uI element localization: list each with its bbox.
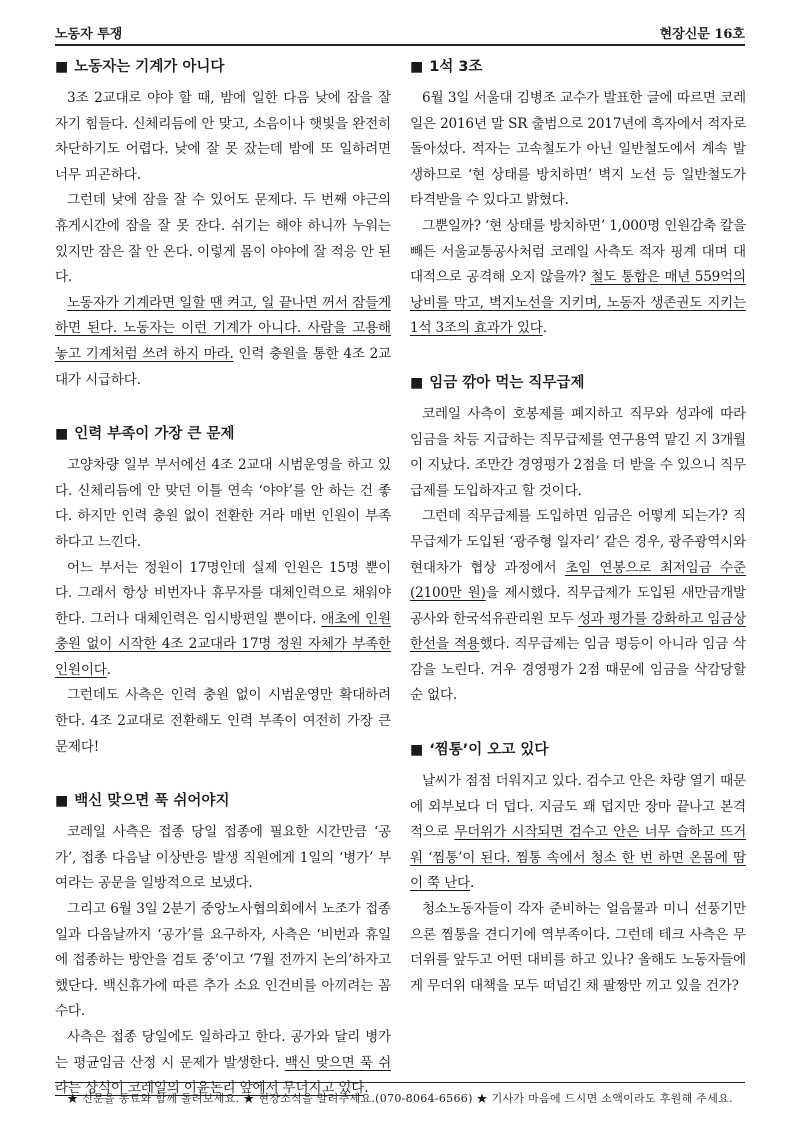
square-bullet-icon: ■ [410, 374, 424, 391]
text-run: 코레일 사측은 접종 당일 접종에 필요한 시간만큼 ‘공가’, 접종 다음날 이상반응 발생 직원에게 1일의 ‘병가’ 부여라는 공문을 일방적으로 보냈다. [55, 824, 391, 892]
text-run: 그런데 낮에 잠을 잘 수 있어도 문제다. 두 번째 야근의 휴게시간에 잠을 잘 못 잔다. 쉬기는 해야 하니까 누워는 있지만 잠은 잘 안 온다. 이렇게 몸이 야야에 잘 적응 안 된다. [55, 192, 391, 286]
article-paragraph [55, 683, 391, 760]
article-paragraph [55, 188, 391, 290]
article-title: 임금 깎아 먹는 직무급제 [429, 374, 585, 391]
text-run: 고양차량 일부 부서에선 4조 2교대 시범운영을 하고 있다. 신체리듬에 안 맞던 이틀 연속 ‘야야’를 안 하는 건 좋다. 하지만 인력 충원 없이 전환한 거라 매번 인원이 부족하다고 느낀다. [55, 457, 391, 550]
article-heading [410, 372, 746, 394]
article-heading [55, 56, 391, 78]
text-run: . [469, 875, 475, 892]
text-run: 그런데도 사측은 인력 충원 없이 시범운영만 확대하려 한다. 4조 2교대로 전환해도 인력 부족이 여전히 가장 큰 문제다! [55, 687, 391, 755]
emphasized-text: 초임 연봉으로 최저임금 수준(2100만 원) [410, 559, 746, 602]
emphasized-text: 백신 맞으면 푹 쉬라는 상식이 코레일의 이윤논리 앞에서 무너지고 있다 [55, 1054, 391, 1097]
article-title: 인력 부족이 가장 큰 문제 [74, 426, 235, 443]
square-bullet-icon: ■ [410, 742, 424, 759]
footer-divider [55, 1082, 745, 1083]
emphasized-text: 애초에 인원 충원 없이 시작한 4조 2교대라 17명 정원 자체가 부족한 인원이다 [55, 610, 391, 678]
text-run: 6월 3일 서울대 김병조 교수가 발표한 글에 따르면 코레일은 2016년 말 SR 출범으로 2017년에 흑자에서 적자로 돌아섰다. 적자는 고속철도가 아닌 일반철도에서 계속 발생하므로 ‘현 상태를 방치하면’ 벽지 노선 등 일반철도가 타격받을 수 있다고 밝혔다. [410, 90, 746, 209]
text-run: 그리고 6월 3일 2분기 중앙노사협의회에서 노조가 접종일과 다음날까지 ‘공가’를 요구하자, 사측은 ‘비번과 휴일에 접종하는 방안을 검토 중’이고 ‘7월 전까지 논의’하자고 했단다. 백신휴가에 따른 추가 소요 인건비를 아끼려는 꼼수다. [55, 901, 391, 1020]
article-title: 1석 3조 [429, 59, 483, 75]
article-section [410, 56, 746, 342]
text-run: 사측은 접종 당일에도 일하라고 한다. 공가와 달리 병가는 평균임금 산정 시 문제가 발생한다. [55, 1029, 391, 1071]
emphasized-text: 무더위가 시작되면 검수고 안은 너무 습하고 뜨거워 ‘찜통’이 된다. 찜통 속에서 청소 한 번 하면 온몸에 땀이 쭉 난다 [410, 824, 746, 892]
article-paragraph [410, 402, 746, 504]
article-title: ‘찜통’이 오고 있다 [429, 742, 549, 759]
square-bullet-icon: ■ [410, 59, 424, 75]
text-run: 3조 2교대로 야야 할 때, 밤에 일한 다음 낮에 잠을 잘 자기 힘들다. 신체리듬에 안 맞고, 소음이나 햇빛을 완전히 차단하기도 어렵다. 낮에 잘 못 잤는데 밤에 또 일하려면 너무 피곤하다. [55, 90, 391, 183]
header-divider [55, 44, 745, 46]
square-bullet-icon: ■ [55, 59, 69, 75]
text-run: . [106, 661, 111, 678]
article-section [410, 372, 746, 709]
article-heading [55, 423, 391, 445]
text-run: 을 제시했다. 직무급제가 도입된 새만금개발공사와 한국석유관리원 모두 [410, 585, 746, 627]
article-paragraph [410, 769, 746, 897]
article-paragraph [410, 214, 746, 342]
right-column [410, 56, 746, 1029]
page-header [55, 18, 745, 42]
article-paragraph [55, 453, 391, 555]
emphasized-text: 노동자가 기계라면 일할 땐 켜고, 일 끝나면 꺼서 잠들게 하면 된다. 노동자는 이런 기계가 아니다. 사람을 고용해 놓고 기계처럼 쓰려 하지 마라. [55, 294, 391, 362]
issue-number: 현장신문 16호 [659, 27, 745, 42]
article-section [55, 56, 391, 393]
article-paragraph [410, 897, 746, 999]
article-title: 백신 맞으면 푹 쉬어야지 [74, 793, 230, 810]
text-run: 그런데 직무급제를 도입하면 임금은 어떻게 되는가? 직무급제가 도입된 ‘광주형 일자리’ 같은 경우, 광주광역시와 현대차가 협상 과정에서 [410, 508, 746, 576]
article-paragraph [410, 86, 746, 214]
article-section [55, 790, 391, 1102]
article-paragraph [55, 897, 391, 1025]
page-footer: ★ 신문을 동료와 함께 돌려보세요. ★ 현장소식을 알려주세요.(070-8064-6566) ★ 기사가 마음에 드시면 소액이라도 후원해 주세요. [67, 1092, 733, 1105]
text-run: 코레일 사측이 호봉제를 폐지하고 직무와 성과에 따라 임금을 차등 지급하는 직무급제를 연구용역 맡긴 지 3개월이 지났다. 조만간 경영평가 2점을 더 받을 수 있으니 직무급제를 도입하자고 할 것이다. [410, 405, 746, 499]
emphasized-text: 철도 통합은 매년 559억의 낭비를 막고, 벽지노선을 지키며, 노동자 생존권도 지키는 1석 3조의 효과가 있다 [410, 269, 746, 337]
publication-section: 노동자 투쟁 [55, 27, 123, 42]
article-paragraph [410, 504, 746, 709]
text-run: 날씨가 점점 더워지고 있다. 검수고 안은 차량 열기 때문에 외부보다 더 덥다. 지금도 꽤 덥지만 장마 끝나고 본격적으로 [410, 773, 746, 841]
text-run: . [542, 320, 547, 337]
text-run: . [364, 1080, 369, 1097]
text-run: 청소노동자들이 각자 준비하는 얼음물과 미니 선풍기만으론 찜통을 견디기에 역부족이다. 그런데 테크 사측은 무더위를 앞두고 어떤 대비를 하고 있나? 올해도 노동자들에게 무더위 대책을 모두 떠넘긴 채 팔짱만 끼고 있을 건가? [410, 901, 746, 994]
left-column [55, 56, 391, 1132]
square-bullet-icon: ■ [55, 426, 69, 443]
article-heading [55, 790, 391, 812]
text-run: 인력 충원을 통한 4조 2교대가 시급하다. [55, 345, 391, 388]
article-heading [410, 56, 746, 78]
article-paragraph [55, 86, 391, 188]
article-paragraph [55, 291, 391, 393]
text-run: 했다. 직무급제는 임금 평등이 아니라 임금 삭감을 노린다. 겨우 경영평가 2점 때문에 임금을 삭감당할 순 없다. [410, 636, 746, 704]
article-paragraph [55, 820, 391, 897]
square-bullet-icon: ■ [55, 793, 69, 810]
article-heading [410, 739, 746, 761]
emphasized-text: 성과 평가를 강화하고 임금상한선을 적용 [410, 610, 746, 653]
article-title: 노동자는 기계가 아니다 [74, 59, 225, 75]
text-run: 그뿐일까? ‘현 상태를 방치하면’ 1,000명 인원감축 칼을 빼든 서울교통공사처럼 코레일 사측도 적자 핑계 대며 대대적으로 공격해 오지 않을까? [410, 217, 746, 286]
article-section [410, 739, 746, 999]
text-run: 어느 부서는 정원이 17명인데 실제 인원은 15명 뿐이다. 그래서 항상 비번자나 휴무자를 대체인력으로 채워야 한다. 그러나 대체인력은 임시방편일 뿐이다. [55, 559, 391, 627]
article-section [55, 423, 391, 760]
article-paragraph [55, 556, 391, 684]
